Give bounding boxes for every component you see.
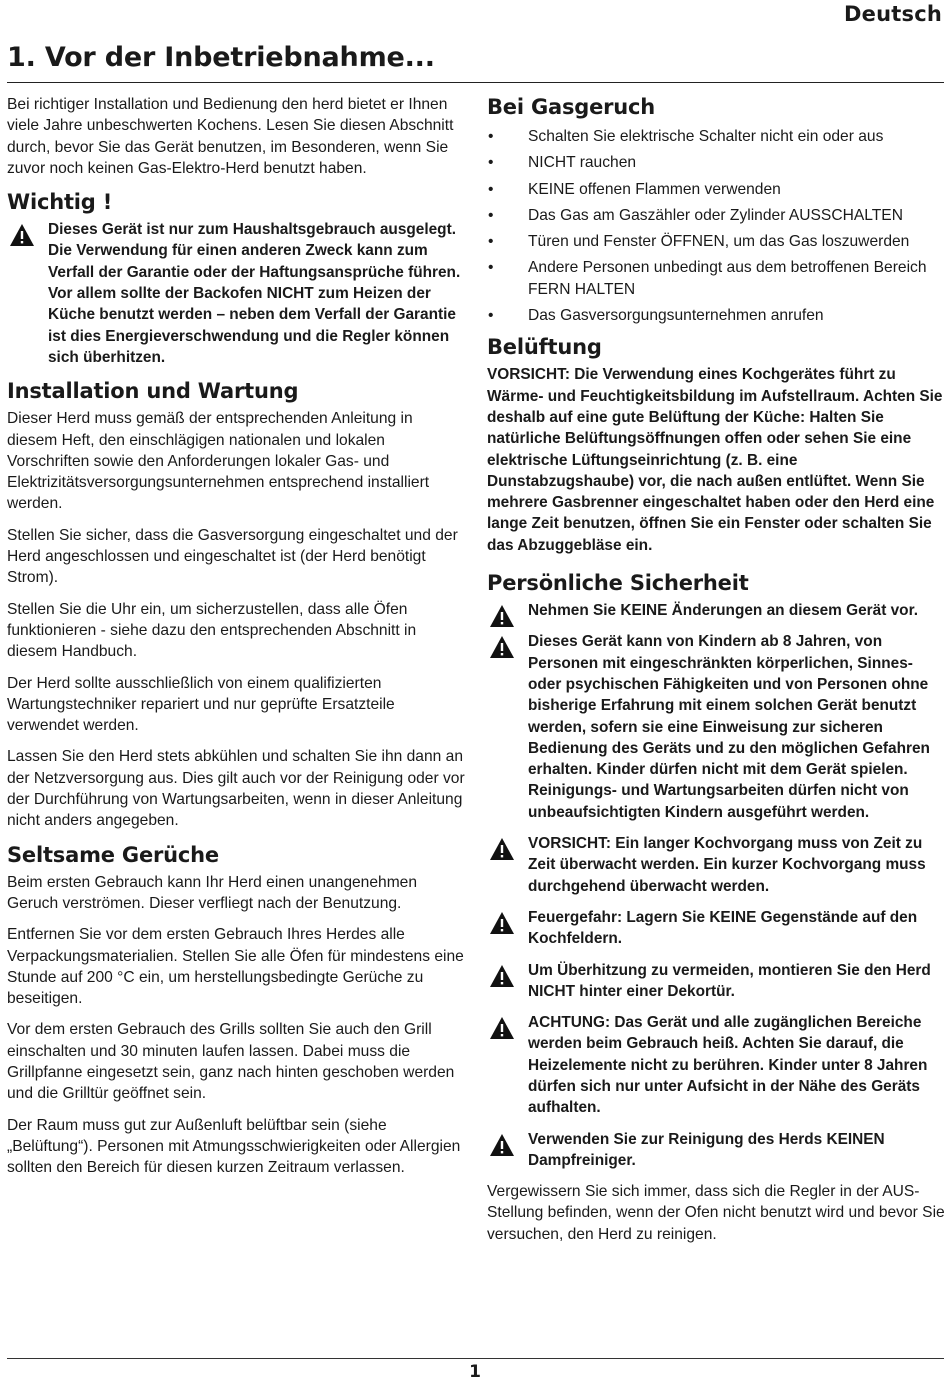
safety-warning: Nehmen Sie KEINE Änderungen an diesem Gerät vor. bbox=[487, 600, 945, 621]
bullet-icon: • bbox=[488, 154, 494, 172]
important-warning bbox=[7, 219, 465, 368]
safety-warning: VORSICHT: Ein langer Kochvorgang muss von Zeit zu Zeit überwacht werden. Ein kurzer Kochvorgang muss durchgehend überwacht werden. bbox=[487, 833, 945, 897]
warning-triangle-icon bbox=[489, 604, 515, 628]
warning-triangle-icon bbox=[489, 635, 515, 659]
right-column bbox=[487, 94, 945, 1255]
safety-warning: ACHTUNG: Das Gerät und alle zugänglichen Bereiche werden beim Gebrauch heiß. Achten Sie darauf, die Heizelemente nicht zu berühren. Kinder unter 8 Jahren dürfen sich nur unter Aufsicht in der Nähe des Geräts aufhalten. bbox=[487, 1012, 945, 1118]
warning-triangle-icon bbox=[489, 1016, 515, 1040]
intro-paragraph: Bei richtiger Installation und Bedienung den herd bietet er Ihnen viele Jahre unbeschwerten Kochens. Lesen Sie diesen Abschnitt durch, bevor Sie das Gerät benutzen, im Besonderen, wenn Sie zuvor noch keinen Gas-Elektro-Herd benutzt haben. bbox=[7, 96, 454, 177]
safety-warning: Feuergefahr: Lagern Sie KEINE Gegenstände auf den Kochfeldern. bbox=[487, 907, 945, 950]
title-divider bbox=[7, 82, 944, 83]
warning-triangle-icon bbox=[489, 837, 515, 861]
installation-paragraph: Stellen Sie sicher, dass die Gasversorgung eingeschaltet und der Herd angeschlossen und eingeschaltet ist (der Herd benötigt Strom). bbox=[7, 526, 458, 587]
bullet-icon: • bbox=[488, 206, 494, 224]
odours-heading: Seltsame Gerüche bbox=[7, 842, 219, 867]
bullet-icon: • bbox=[488, 259, 494, 277]
important-heading: Wichtig ! bbox=[7, 190, 113, 215]
gas-list bbox=[487, 126, 945, 326]
safety-warning: Verwenden Sie zur Reinigung des Herds KEINEN Dampfreiniger. bbox=[487, 1129, 945, 1172]
odours-paragraph: Entfernen Sie vor dem ersten Gebrauch Ihres Herdes alle Verpackungsmaterialien. Stellen Sie alle Öfen für mindestens eine Stunde auf 200 °C ein, um herstellungsbedingte Gerüche zu beseitigen. bbox=[7, 926, 464, 1008]
left-column bbox=[7, 94, 465, 1188]
odours-paragraph: Vor dem ersten Gebrauch des Grills sollten Sie auch den Grill einschalten und 30 minuten laufen lassen. Dabei muss die Grillpfanne eingesetzt sein, ganz nach hinten geschoben werden und die Grilltür geöffnet sein. bbox=[7, 1021, 455, 1103]
language-label: Deutsch bbox=[844, 2, 942, 26]
installation-paragraph: Stellen Sie die Uhr ein, um sicherzustellen, dass alle Öfen funktionieren - siehe dazu den entsprechenden Abschnitt in diesem Handbuch. bbox=[7, 600, 417, 661]
list-item: • NICHT rauchen bbox=[487, 152, 945, 173]
ventilation-heading: Belüftung bbox=[487, 335, 602, 360]
installation-paragraph: Dieser Herd muss gemäß der entsprechenden Anleitung in diesem Heft, den einschlägigen nationalen und lokalen Vorschriften sowie den Anforderungen lokaler Gas- und Elektrizitätsversorgungsunternehmen entsprechend installiert werden. bbox=[7, 410, 430, 513]
bullet-icon: • bbox=[488, 233, 494, 251]
warning-triangle-icon bbox=[489, 1133, 515, 1157]
odours-paragraph: Beim ersten Gebrauch kann Ihr Herd einen unangenehmen Geruch verströmen. Dieser verfliegt nach der Benutzung. bbox=[7, 873, 418, 912]
warning-triangle-icon bbox=[489, 964, 515, 988]
installation-paragraph: Der Herd sollte ausschließlich von einem qualifizierten Wartungstechniker repariert und nur geprüfte Ersatzteile verwendet werden. bbox=[7, 674, 395, 735]
safety-warning: Dieses Gerät kann von Kindern ab 8 Jahren, von Personen mit eingeschränkten körperlichen, Sinnes- oder psychischen Fähigkeiten und von Personen ohne bisherige Erfahrung mit einem solchen Gerät benutzt werden, sofern sie eine Einweisung zur sicheren Bedienung des Geräts und zu den möglichen Gefahren erhalten. Kinder dürfen nicht mit dem Gerät spielen. Reinigungs- und Wartungsarbeiten dürfen nicht von unbeaufsichtigten Kindern ausgeführt werden. bbox=[487, 631, 945, 823]
list-item: • KEINE offenen Flammen verwenden bbox=[487, 179, 945, 200]
list-item: • Türen und Fenster ÖFFNEN, um das Gas loszuwerden bbox=[487, 231, 945, 252]
installation-paragraph: Lassen Sie den Herd stets abkühlen und schalten Sie ihn dann an der Netzversorgung aus. Dies gilt auch vor der Reinigung oder vor der Durchführung von Wartungsarbeiten, wenn in dieser Anleitung nicht anders angegeben. bbox=[7, 748, 465, 830]
footer-divider bbox=[7, 1358, 944, 1359]
important-warning-text: Dieses Gerät ist nur zum Haushaltsgebrauch ausgelegt. Die Verwendung für einen anderen Zweck kann zum Verfall der Garantie oder der Haftungsansprüche führen. Vor allem sollte der Backofen NICHT zum Heizen der Küche benutzt werden – neben dem Verfall der Garantie ist dies Energieverschwendung und die Regler können sich überhitzen. bbox=[48, 221, 461, 366]
list-item: • Das Gasversorgungsunternehmen anrufen bbox=[487, 305, 945, 326]
ventilation-text: VORSICHT: Die Verwendung eines Kochgerätes führt zu Wärme- und Feuchtigkeitsbildung im Aufstellraum. Achten Sie deshalb auf eine gute Belüftung der Küche: Halten Sie natürliche Belüftungsöffnungen offen oder sehen Sie eine elektrische Lüftungseinrichtung (z. B. eine Dunstabzugshaube) vor, die nach außen entlüftet. Wenn Sie mehrere Gasbrenner eingeschaltet haben oder den Herd eine lange Zeit benutzen, öffnen Sie ein Fenster oder schalten Sie das Abzuggebläse ein. bbox=[487, 366, 943, 554]
safety-heading: Persönliche Sicherheit bbox=[487, 571, 749, 596]
page-number: 1 bbox=[469, 1362, 481, 1382]
warning-triangle-icon bbox=[9, 223, 35, 247]
bullet-icon: • bbox=[488, 128, 494, 145]
gas-heading: Bei Gasgeruch bbox=[487, 95, 656, 119]
odours-paragraph: Der Raum muss gut zur Außenluft belüftbar sein (siehe „Belüftung“). Personen mit Atmungsschwierigkeiten oder Allergien sollten den Bereich für diesen kurzen Zeitraum verlassen. bbox=[7, 1116, 461, 1177]
warning-triangle-icon bbox=[489, 911, 515, 935]
list-item: • Andere Personen unbedingt aus dem betroffenen Bereich FERN HALTEN bbox=[488, 259, 927, 298]
list-item: • Schalten Sie elektrische Schalter nicht ein oder aus bbox=[487, 126, 945, 147]
list-item: • Das Gas am Gaszähler oder Zylinder AUSSCHALTEN bbox=[487, 205, 945, 226]
bullet-icon: • bbox=[488, 180, 494, 198]
page-title: 1. Vor der Inbetriebnahme... bbox=[7, 42, 435, 73]
bullet-icon: • bbox=[488, 307, 494, 325]
installation-heading: Installation und Wartung bbox=[7, 379, 299, 404]
closing-paragraph: Vergewissern Sie sich immer, dass sich die Regler in der AUS-Stellung befinden, wenn der Ofen nicht benutzt wird und bevor Sie versuchen, den Herd zu reinigen. bbox=[487, 1183, 945, 1243]
safety-warning: Um Überhitzung zu vermeiden, montieren Sie den Herd NICHT hinter einer Dekortür. bbox=[487, 960, 945, 1003]
